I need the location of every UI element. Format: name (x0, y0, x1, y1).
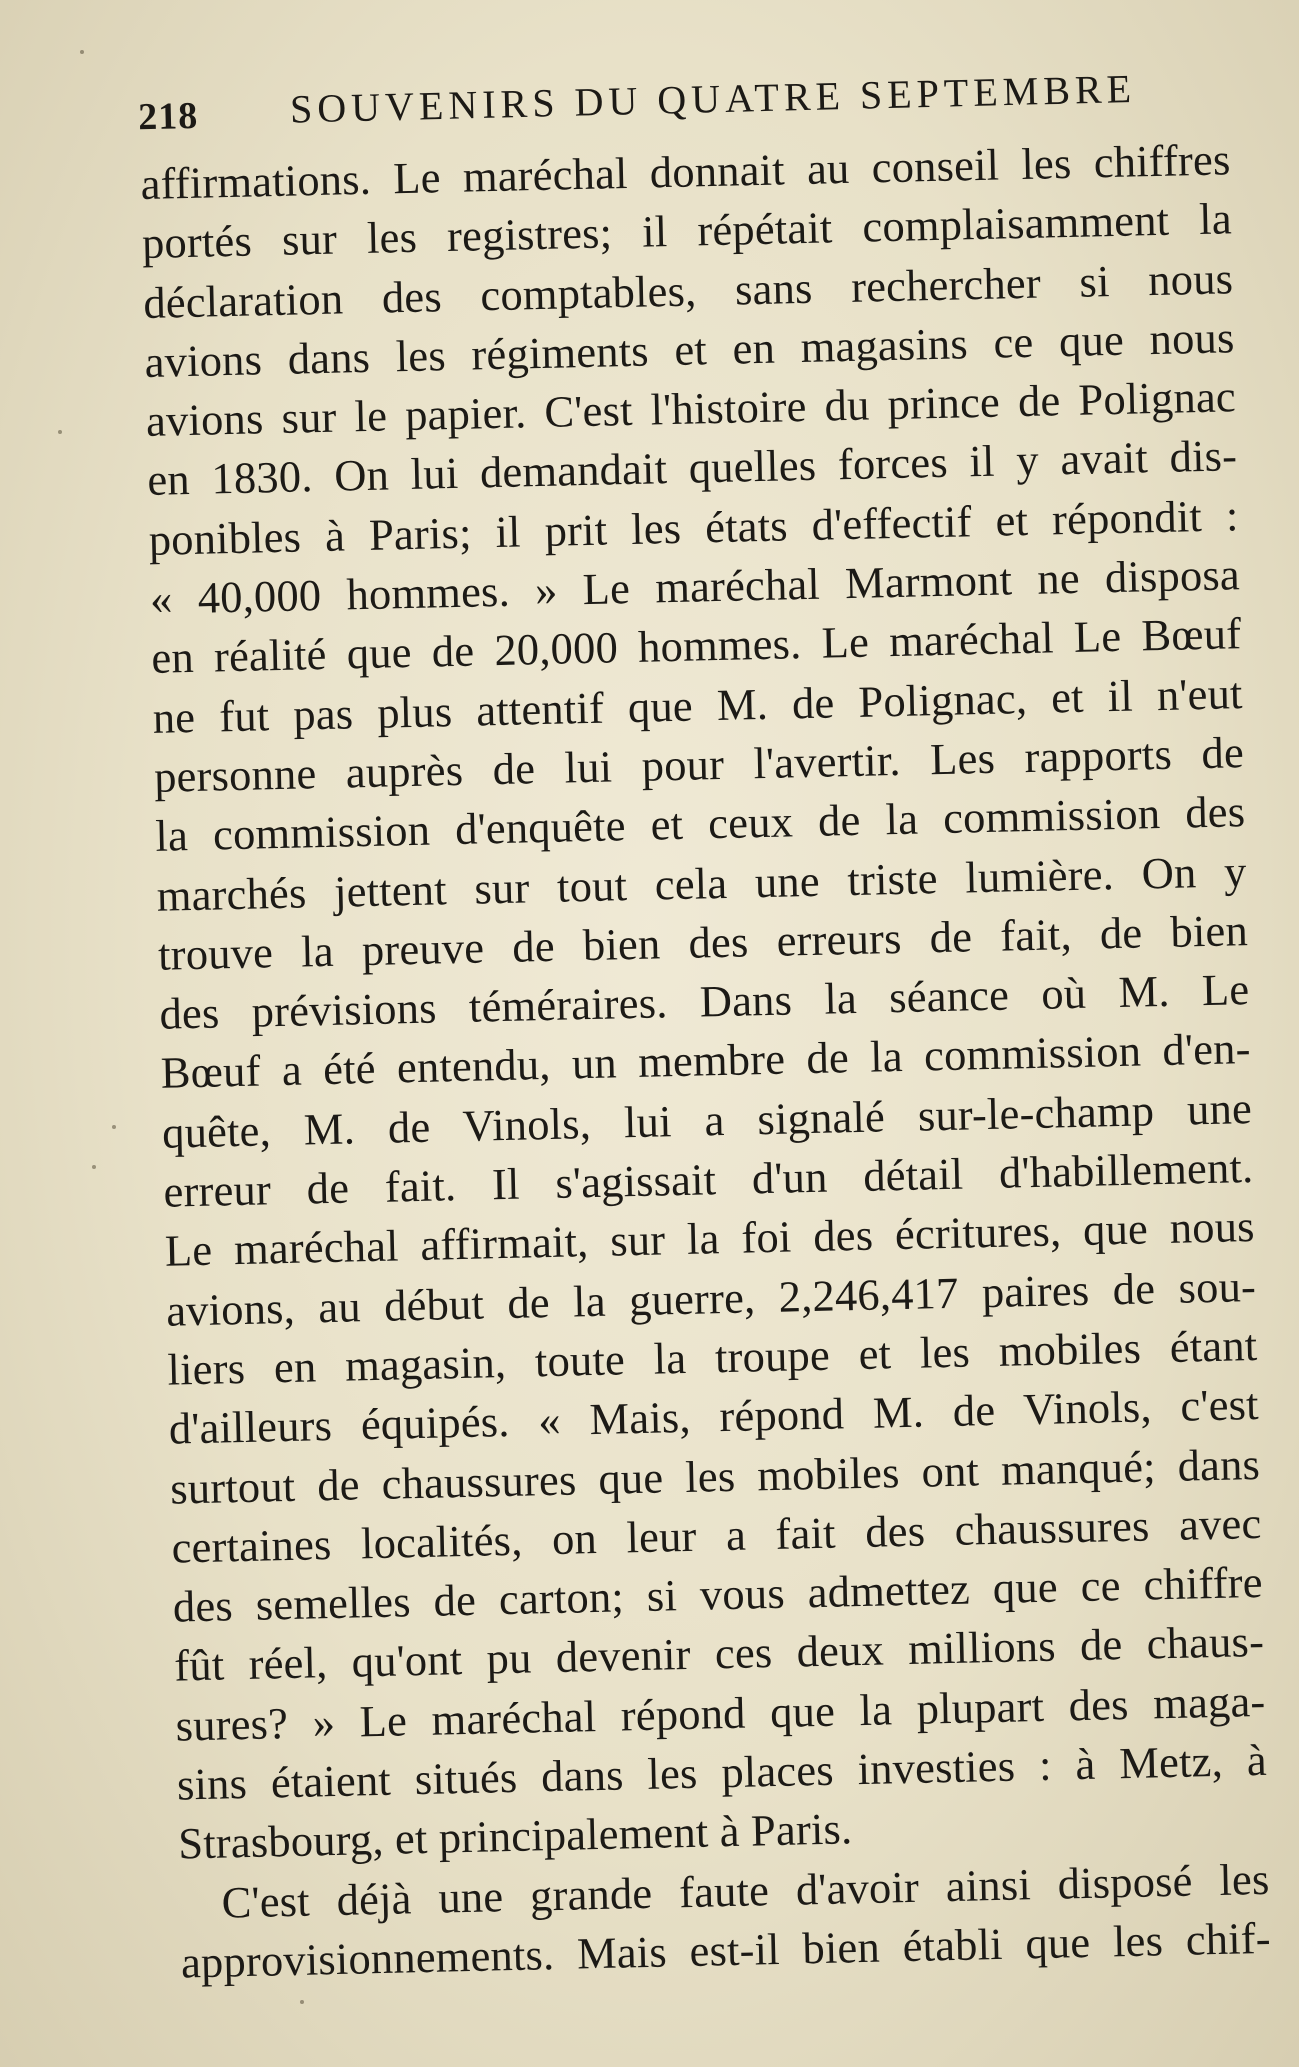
text-line: certaines localités, on leur a fait des chaussures avec (171, 1497, 1262, 1573)
text-line: en réalité que de 20,000 hommes. Le maréchal Le Bœuf (150, 608, 1242, 684)
text-line: approvisionnements. Mais est-il bien établi que les chif- (180, 1912, 1272, 1988)
text-line: ne fut pas plus attentif que M. de Polignac, et il n'eut (152, 667, 1244, 743)
text-line: avions dans les régiments et en magasins ce que nous (144, 312, 1235, 387)
text-line: marchés jettent sur tout cela une triste lumière. On y (156, 845, 1248, 921)
text-line: Le maréchal affirmait, sur la foi des écritures, que nous (164, 1201, 1256, 1277)
text-line: en 1830. On lui demandait quelles forces il y avait dis- (146, 430, 1238, 506)
text-line: liers en magasin, toute la troupe et les mobiles étant (166, 1319, 1258, 1395)
text-line: avions sur le papier. C'est l'histoire du prince de Polignac (145, 371, 1237, 447)
text-line: des prévisions téméraires. Dans la séance où M. Le (158, 964, 1250, 1039)
text-line: affirmations. Le maréchal donnait au conseil les chiffres (140, 134, 1231, 209)
body-text (140, 130, 1271, 1992)
text-line: personne auprès de lui pour l'avertir. Les rapports de (153, 727, 1245, 802)
text-line: portés sur les registres; il répétait complaisamment la (141, 193, 1233, 269)
paragraph (140, 130, 1269, 1874)
text-line: quête, M. de Vinols, lui a signalé sur-le-champ une (161, 1082, 1253, 1158)
text-line: déclaration des comptables, sans rechercher si nous (142, 252, 1234, 328)
text-line: Strasbourg, et principalement à Paris. (177, 1803, 853, 1869)
text-line: la commission d'enquête et ceux de la commission des (154, 786, 1246, 862)
text-line: Bœuf a été entendu, un membre de la commission d'en- (160, 1023, 1252, 1099)
paragraph (179, 1849, 1271, 1992)
text-line: d'ailleurs équipés. « Mais, répond M. de Vinols, c'est (168, 1379, 1260, 1454)
text-line: « 40,000 hommes. » Le maréchal Marmont ne disposa (149, 549, 1241, 624)
text-line: sures? » Le maréchal répond que la plupart des maga- (175, 1675, 1266, 1751)
text-line: surtout de chaussures que les mobiles ont manqué; dans (169, 1438, 1261, 1514)
text-line: C'est déjà une grande faute d'avoir ainsi disposé les (221, 1853, 1270, 1928)
text-line: des semelles de carton; si vous admettez que ce chiffre (172, 1557, 1264, 1632)
text-line: erreur de fait. Il s'agissait d'un détail d'habillement. (162, 1142, 1254, 1217)
text-line: avions, au début de la guerre, 2,246,417 paires de sou- (165, 1260, 1257, 1336)
page-number: 218 (137, 94, 199, 139)
text-line: trouve la preuve de bien des erreurs de fait, de bien (157, 904, 1249, 980)
text-line: fût réel, qu'ont pu devenir ces deux millions de chaus- (173, 1616, 1265, 1692)
running-title: SOUVENIRS DU QUATRE SEPTEMBRE (289, 65, 1137, 132)
text-line: sins étaient situés dans les places investies : à Metz, à (176, 1734, 1268, 1810)
text-line: ponibles à Paris; il prit les états d'effectif et répondit : (148, 489, 1240, 565)
page-header (109, 45, 1220, 142)
